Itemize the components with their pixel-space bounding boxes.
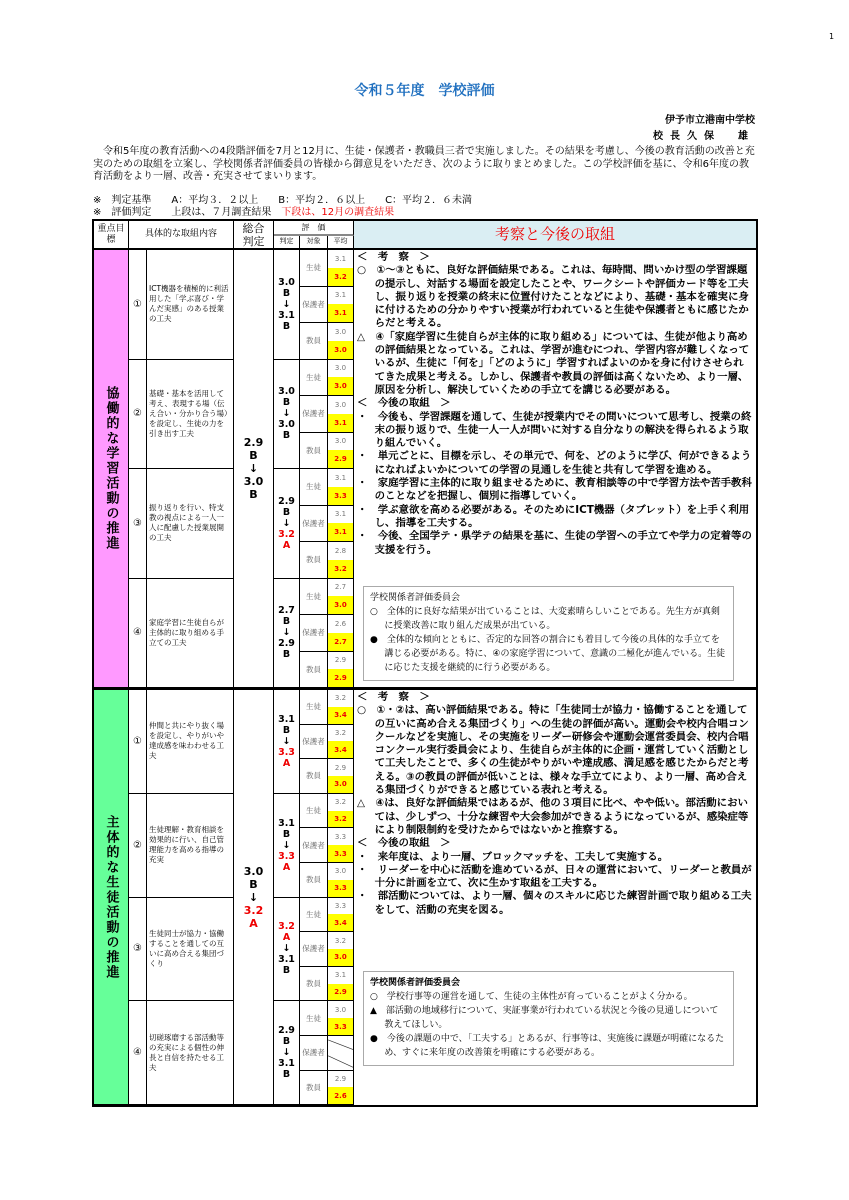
rating-july: 3.1 [334,971,347,980]
judge-grade: A [249,916,258,930]
item-judgement [274,690,300,794]
finding [357,264,753,330]
rating-december: 2.9 [328,450,353,468]
committee-title: 学校関係者評価委員会 [370,978,461,988]
judge-grade: B [282,287,291,299]
not-applicable-slash-icon [328,1036,354,1070]
goal-label: 主体的な生徒活動の推進 [94,690,129,1105]
judge-grade: B [282,828,291,840]
action-text: 来年度は、より一層、ブロックマッチを、工夫して実施する。 [377,850,669,863]
arrow-down-icon: ↓ [282,298,291,310]
judge-grade: A [282,932,291,944]
rating-average [328,652,354,689]
action-text: 部活動については、より一層、個々のスキルに応じた練習計画で取り組める工夫をして、活動の充実を図る。 [374,890,752,916]
rating-december: 3.1 [328,304,353,322]
rating-december: 3.3 [328,880,353,897]
item-number: ② [129,360,147,470]
action-mark: ・ [357,890,378,903]
action [357,477,753,504]
judge-grade: B [282,649,291,661]
rating-target: 保護者 [300,1036,328,1071]
rating-target: 生徒 [300,360,328,397]
item-content: 家庭学習に生徒自らが主体的に取り組める手立ての工夫 [147,579,234,689]
item-number: ① [129,690,147,794]
rating-target: 保護者 [300,725,328,760]
rating-average [328,1036,354,1071]
rating-december: 3.4 [328,914,353,931]
action-mark: ・ [357,477,378,490]
section-1 [94,250,756,688]
judge-grade: B [282,506,291,518]
rating-july: 3.2 [334,936,347,945]
rating-december: 3.0 [328,341,353,359]
arrow-down-icon: ↓ [282,408,291,420]
page-title: 令和５年度 学校評価 [354,83,495,99]
rating-december: 3.4 [328,707,353,724]
action-text: 家庭学習に主体的に取り組ませるために、教育相談等の中で学習方法や苦手教科のことなどを把握し、個別に指導していく。 [374,477,752,503]
finding-text: ④「家庭学習に生徒自らが主体的に取り組める」については、生徒が他より高めの評価結果となっている。これは、学習が進むにつれ、学習内容が難しくなっているが、生徒に「何を」「どのように」学習すればよいのかを身に付けさせられてきた成果と考える。しかし、保護者や教員の評価は高くないため、より一層、原因を分析し、解決していくための手立てを講じる必要がある。 [374,330,750,396]
rating-average [328,967,354,1002]
rating-december: 3.3 [328,487,353,505]
header-target: 対象 [300,236,328,249]
judge-grade: A [282,757,291,769]
item-number: ② [129,794,147,898]
item-number: ① [129,250,147,360]
committee-comment [370,1032,727,1060]
arrow-down-icon: ↓ [282,627,291,639]
rating-target: 生徒 [300,469,328,506]
judgement-note [93,203,394,218]
judge-score: 3.1 [278,713,295,725]
rating-average [328,323,354,360]
judge-score: 2.9 [243,436,264,449]
rating-average [328,250,354,287]
header-avg: 平均 [328,236,354,249]
rating-july: 2.9 [334,1074,347,1083]
rating-average [328,287,354,324]
rating-target: 教員 [300,1071,328,1106]
rating-december: 3.0 [328,596,353,614]
judge-score: 3.0 [278,386,295,398]
item-judgement [274,794,300,898]
judgement-note-text: ※ 評価判定 上段は、７月調査結果 [93,207,282,218]
committee-comment [370,605,727,633]
commentary [354,250,756,688]
rating-target: 生徒 [300,690,328,725]
committee-comment-text: 学校行事等の運営を通して、生徒の主体性が育っていることがよく分かる。 [386,992,693,1002]
judge-grade: B [282,724,291,736]
item-number: ③ [129,898,147,1002]
finding-mark: ○ [357,264,377,277]
item-judgement [274,898,300,1002]
rating-target: 教員 [300,863,328,898]
header-eval: 評 価 [274,221,354,236]
rating-target: 保護者 [300,396,328,433]
rating-december: 3.3 [328,845,353,862]
rating-july: 3.0 [334,867,347,876]
finding [357,797,753,837]
judge-score: 3.2 [243,903,264,917]
action [357,851,753,864]
rating-december: 3.1 [328,523,353,541]
rating-july: 3.3 [334,901,347,910]
rating-july: 3.1 [334,473,347,482]
rating-july: 2.7 [334,583,347,592]
rating-target: 保護者 [300,287,328,324]
item-judgement [274,360,300,470]
rating-target: 生徒 [300,579,328,616]
rating-average [328,863,354,898]
item-number: ④ [129,579,147,689]
judge-score: 3.0 [278,276,295,288]
rating-december: 3.3 [328,1018,353,1035]
judge-score: 3.2 [278,921,295,933]
rating-december: 3.0 [328,776,353,793]
judge-grade: B [282,965,291,977]
rating-july: 3.0 [334,1005,347,1014]
header-content: 具体的な取組内容 [129,221,234,248]
rating-target: 教員 [300,652,328,689]
commentary [354,690,756,1105]
committee-comment-mark: ▲ [370,1006,386,1016]
rating-target: 保護者 [300,506,328,543]
rating-average [328,932,354,967]
action [357,411,753,451]
finding-mark: △ [357,797,376,810]
judge-score: 3.3 [278,850,295,862]
judge-score: 3.2 [278,528,295,540]
judge-grade: B [249,449,258,462]
action [357,504,753,531]
evaluation-table [92,219,758,1107]
rating-july: 3.0 [334,364,347,373]
rating-july: 3.2 [334,694,347,703]
judge-score: 3.1 [278,954,295,966]
action-text: 今後、全国学テ・県学テの結果を基に、生徒の学習への手立てや学力の定着等の支援を行う。 [374,530,752,556]
section-2 [94,688,756,1105]
judge-grade: B [282,1069,291,1081]
item-number: ④ [129,1001,147,1105]
rating-target: 生徒 [300,898,328,933]
finding [357,331,753,397]
intro-paragraph: 令和5年度の教育活動への4段階評価を7月と12月に、生徒・保護者・教職員三者で実施しました。その結果を考慮し、今後の教育活動の改善と充実のための取組を立案し、学校関係者評価委員の皆様から御意見をいただき、次のように取りまとめました。この学校評価を基に、令和6年度の教育活動をより一層、改善・充実させてまいります。 [93,146,755,182]
rating-average [328,690,354,725]
judgement-note-red: 下段は、12月の調査結果 [281,207,395,218]
table-header [94,221,756,250]
rating-target: 教員 [300,433,328,470]
rating-target: 保護者 [300,615,328,652]
judge-grade: B [282,430,291,442]
action [357,530,753,557]
finding-text: ①・②は、高い評価結果である。特に「生徒同士が協力・協働することを通しての互いに高め合える集団づくり」への生徒の評価が高い。運動会や校内合唱コンクールなどを実施し、その実施をリーダー研修会や運動会運営委員会、校内合唱コンクール実行委員会により、生徒自らが主体的に企画・運営していく活動として工夫したことで、多くの生徒がやりがいや達成感、満足感を感じたからだと考える。③の教員の評価が低いことは、様々な手立てにより、より一層、高め合える集団づくりができると感じている表れと考える。 [374,704,749,797]
committee-comment-text: 部活動の地域移行について、実証事業が行われている状況と今後の見通しについて教えてほしい。 [384,1006,719,1030]
commentary-heading-actions: ＜ 今後の取組 ＞ [357,837,451,850]
rating-july: 2.9 [334,763,347,772]
committee-box [363,586,734,681]
item-content: 基礎・基本を活用して考え、表現する場（伝え合い・分かり合う場）を設定し、生徒の力を引き出す工夫 [147,360,234,470]
item-content: 切磋琢磨する部活動等の充実による個性の伸長と自信を持たせる工夫 [147,1001,234,1105]
action-text: 今後も、学習課題を通して、生徒が授業内でその問いについて思考し、授業の終末の振り返りで、生徒一人一人が問いに対する自分なりの解決を得られるよう取り組んでいく。 [374,410,752,450]
judge-score: 2.9 [278,638,295,650]
committee-comment-text: 今後の課題の中で、「工夫する」とあるが、行事等は、実施後に課題が明確になるため、すぐに来年度の改善策を明確にする必要がある。 [384,1034,725,1058]
rating-december: 3.0 [328,949,353,966]
rating-average [328,828,354,863]
action-mark: ・ [357,450,378,463]
commentary-heading-findings: ＜ 考 察 ＞ [357,251,430,263]
judge-grade: A [282,539,291,551]
arrow-down-icon: ↓ [282,839,291,851]
judge-score: 3.0 [243,475,264,488]
rating-average [328,579,354,616]
finding [357,704,753,797]
committee-comment-mark: ● [370,1034,387,1044]
judge-score: 3.0 [278,419,295,431]
school-name: 伊予市立港南中学校 [665,115,755,126]
committee-comment-mark: ● [370,635,387,645]
rating-target: 教員 [300,323,328,360]
item-judgement [274,469,300,579]
committee-comment-text: 全体的な傾向とともに、否定的な回答の割合にも着目して今後の具体的な手立てを講じる必要がある。特に、④の家庭学習について、意識の二極化が進んでいる。生徒に応じた支援を継続的に行う必要がある。 [384,635,726,673]
rating-july: 3.2 [334,728,347,737]
rating-july: 3.0 [334,437,347,446]
judge-grade: B [282,616,291,628]
rating-december: 2.6 [328,1087,353,1104]
rating-december: 3.4 [328,741,353,758]
item-judgement [274,250,300,360]
committee-comment [370,990,727,1004]
rating-target: 教員 [300,542,328,579]
action-text: 学ぶ意欲を高める必要がある。そのためにICT機器（タブレット）を上手く利用し、指導を工夫する。 [374,503,750,529]
arrow-down-icon: ↓ [282,943,291,955]
action-mark: ・ [357,503,378,516]
rating-average [328,759,354,794]
committee-comment-mark: ○ [370,607,387,617]
judge-grade: B [249,877,258,891]
rating-average [328,794,354,829]
header-overall: 総合判定 [234,221,274,248]
rating-december: 2.7 [328,633,353,651]
committee-comment-mark: ○ [370,992,387,1002]
rating-december: 3.2 [328,268,353,286]
action [357,890,753,917]
rating-average [328,898,354,933]
action [357,450,753,477]
action-mark: ・ [357,863,378,876]
arrow-down-icon: ↓ [248,890,259,904]
sections [94,250,756,1105]
judge-grade: B [282,397,291,409]
rating-december: 2.9 [328,669,353,687]
rating-target: 生徒 [300,794,328,829]
action-text: 単元ごとに、目標を示し、その単元で、何を、どのように学び、何ができるようになればよいかについての学習の見通しを生徒と共有して学習を進める。 [374,450,752,476]
item-number: ③ [129,469,147,579]
rating-target: 教員 [300,967,328,1002]
rating-average [328,469,354,506]
action-mark: ・ [357,530,378,543]
item-judgement [274,579,300,689]
item-judgement [274,1001,300,1105]
rating-average [328,506,354,543]
header-judge: 判定 [274,236,300,249]
rating-july: 3.2 [334,798,347,807]
item-content: 振り返りを行い、特支教の視点による一人一人に配慮した授業展開の工夫 [147,469,234,579]
judge-grade: B [282,320,291,332]
page-number: 1 [829,32,835,41]
rating-target: 保護者 [300,828,328,863]
rating-december: 3.2 [328,811,353,828]
action-mark: ・ [357,410,378,423]
judge-score: 2.9 [278,1025,295,1037]
rating-july: 3.1 [334,254,347,263]
finding-mark: ○ [357,704,377,717]
arrow-down-icon: ↓ [282,1047,291,1059]
rating-december: 3.1 [328,414,353,432]
rating-december: 3.2 [328,560,353,578]
arrow-down-icon: ↓ [282,735,291,747]
rating-july: 3.1 [334,291,347,300]
judge-score: 3.1 [278,817,295,829]
rating-average [328,725,354,760]
finding-text: ④は、良好な評価結果ではあるが、他の３項目に比べ、やや低い。部活動においては、少しずつ、十分な練習や大会参加ができるようになっているが、感染症等により制限制約を受けたからではないかと推察する。 [374,797,749,836]
judge-grade: B [249,488,258,501]
commentary-heading-actions: ＜ 今後の取組 ＞ [357,397,451,410]
committee-comment-text: 全体的に良好な結果が出ていることは、大変素晴らしいことである。先生方が真剣に授業改善に取り組んだ成果が出ている。 [384,607,720,631]
item-content: ICT機器を積極的に利活用した「学ぶ喜び・学んだ実感」のある授業の工夫 [147,250,234,360]
item-content: 生徒同士が協力・協働することを通しての互いに高め合える集団づくり [147,898,234,1002]
finding-text: ①～③ともに、良好な評価結果である。これは、毎時間、問いかけ型の学習課題の提示し、対話する場面を設定したことや、ワークシートや評価カード等を工夫し、振り返りを授業の終末に位置付けたことなどにより、基礎・基本を確実に身に付けるための分かりやすい授業が行われていると生徒や保護者ともに感じたからだと考える。 [374,264,749,330]
judge-grade: A [282,861,291,873]
commentary-heading-findings: ＜ 考 察 ＞ [357,691,430,703]
rating-target: 生徒 [300,250,328,287]
rating-target: 生徒 [300,1001,328,1036]
arrow-down-icon: ↓ [282,517,291,529]
arrow-down-icon: ↓ [248,462,259,475]
rating-average [328,1071,354,1106]
rating-december: 2.9 [328,984,353,1001]
rating-average [328,542,354,579]
rating-target: 保護者 [300,932,328,967]
committee-box [363,971,734,1066]
rating-target: 教員 [300,759,328,794]
judge-grade: B [282,1036,291,1048]
judge-score: 3.0 [243,864,264,878]
finding-mark: △ [357,330,376,343]
rating-july: 3.1 [334,510,347,519]
committee-comment [370,633,727,675]
rating-july: 2.8 [334,546,347,555]
rating-july: 2.6 [334,619,347,628]
header-commentary: 考察と今後の取組 [354,221,756,248]
rating-july: 3.0 [334,400,347,409]
committee-comment [370,1004,727,1032]
header-goal: 重点目標 [94,221,129,248]
rating-average [328,396,354,433]
judge-score: 2.9 [278,495,295,507]
action-mark: ・ [357,850,378,863]
criteria-note: ※ 判定基準 A：平均３．２以上 B：平均２．６以上 C：平均２．６未満 [93,195,473,206]
judge-score: 2.7 [278,605,295,617]
rating-average [328,433,354,470]
goal-label: 協働的な学習活動の推進 [94,250,129,688]
overall-judgement [234,690,274,1105]
judge-score: 3.1 [278,309,295,321]
rating-july: 2.9 [334,656,347,665]
committee-title: 学校関係者評価委員会 [370,593,461,603]
principal-name: 校長久保 雄 [653,131,755,142]
rating-average [328,615,354,652]
judge-score: 3.1 [278,1058,295,1070]
judge-score: 3.3 [278,746,295,758]
action [357,864,753,891]
action-text: リーダーを中心に活動を進めているが、日々の運営において、リーダーと教員が十分に計画を立て、次に生かす取組を工夫する。 [374,863,752,890]
rating-december: 3.0 [328,377,353,395]
rating-july: 3.0 [334,327,347,336]
rating-average [328,360,354,397]
overall-judgement [234,250,274,688]
item-content: 仲間と共にやり抜く場を設定し、やりがいや達成感を味わわせる工夫 [147,690,234,794]
rating-average [328,1001,354,1036]
item-content: 生徒理解・教育相談を効果的に行い、自己管理能力を高める指導の充実 [147,794,234,898]
rating-july: 3.3 [334,832,347,841]
